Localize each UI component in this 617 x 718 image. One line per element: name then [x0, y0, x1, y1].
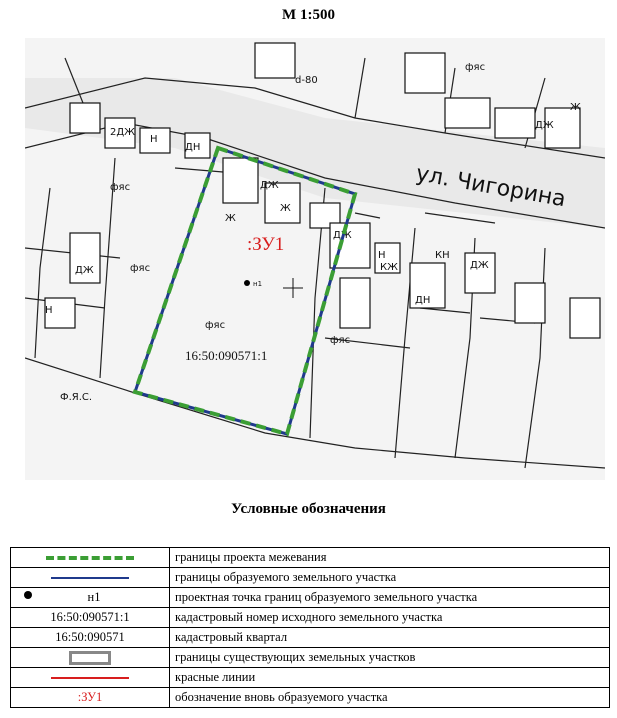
map-label: ДЖ [75, 265, 94, 276]
map-label: Н [150, 134, 158, 145]
legend-description: обозначение вновь образуемого участка [170, 688, 610, 708]
cadastral-map [25, 38, 605, 480]
legend-description: границы проекта межевания [170, 548, 610, 568]
legend-description: кадастровый номер исходного земельного участка [170, 608, 610, 628]
legend-description: красные линии [170, 668, 610, 688]
legend-row [11, 588, 610, 608]
map-label: фяс [205, 320, 226, 331]
legend-row [11, 688, 610, 708]
legend-symbol-point [11, 588, 170, 608]
map-scale: М 1:500 [282, 7, 335, 23]
crosshair-icon [283, 278, 303, 298]
legend-symbol-red-text: :ЗУ1 [11, 688, 170, 708]
map-label: Ж [570, 102, 581, 113]
legend-row [11, 608, 610, 628]
map-label: КЖ [380, 262, 398, 273]
legend-symbol-dashed [11, 548, 170, 568]
map-label: фяс [110, 182, 131, 193]
map-label: Н [45, 305, 53, 316]
legend-description: границы существующих земельных участков [170, 648, 610, 668]
map-label: КН [435, 250, 450, 261]
legend-symbol-red-line [11, 668, 170, 688]
legend-symbol-text: 16:50:090571:1 [11, 608, 170, 628]
dot-icon [24, 591, 32, 599]
legend-description: границы образуемого земельного участка [170, 568, 610, 588]
legend-row [11, 668, 610, 688]
map-label: фяс [330, 335, 351, 346]
legend-symbol-text: 16:50:090571 [11, 628, 170, 648]
map-label: фяс [465, 62, 486, 73]
map-label: ДЖ [260, 180, 279, 191]
map-label: ДЖ [470, 260, 489, 271]
legend-description: проектная точка границ образуемого земельного участка [170, 588, 610, 608]
legend-title: Условные обозначения [231, 501, 386, 517]
map-label: Ж [225, 213, 236, 224]
map-label: фяс [130, 263, 151, 274]
map-drawing [25, 38, 605, 480]
legend-symbol-blue-line [11, 568, 170, 588]
map-label: Н [378, 250, 386, 261]
legend-row [11, 628, 610, 648]
legend-row [11, 648, 610, 668]
point-label: н1 [87, 590, 101, 604]
legend-symbol-box [11, 648, 170, 668]
legend-table [10, 547, 610, 708]
project-point-label: н1 [253, 280, 263, 288]
map-label: ДН [185, 142, 201, 153]
map-label: Ж [280, 203, 291, 214]
parcel-label: :ЗУ1 [247, 234, 285, 255]
map-label: ДН [415, 295, 431, 306]
map-label: d-80 [295, 75, 318, 86]
map-label: 2ДЖ [110, 127, 135, 138]
map-label: ДЖ [333, 230, 352, 241]
project-point [244, 280, 250, 286]
legend-description: кадастровый квартал [170, 628, 610, 648]
legend-row [11, 548, 610, 568]
map-label: Ф.Я.С. [60, 392, 93, 403]
map-label: ДЖ [535, 120, 554, 131]
legend-row [11, 568, 610, 588]
street-label: ул. Чигорина [413, 161, 568, 213]
cadastral-number-label: 16:50:090571:1 [185, 348, 268, 363]
